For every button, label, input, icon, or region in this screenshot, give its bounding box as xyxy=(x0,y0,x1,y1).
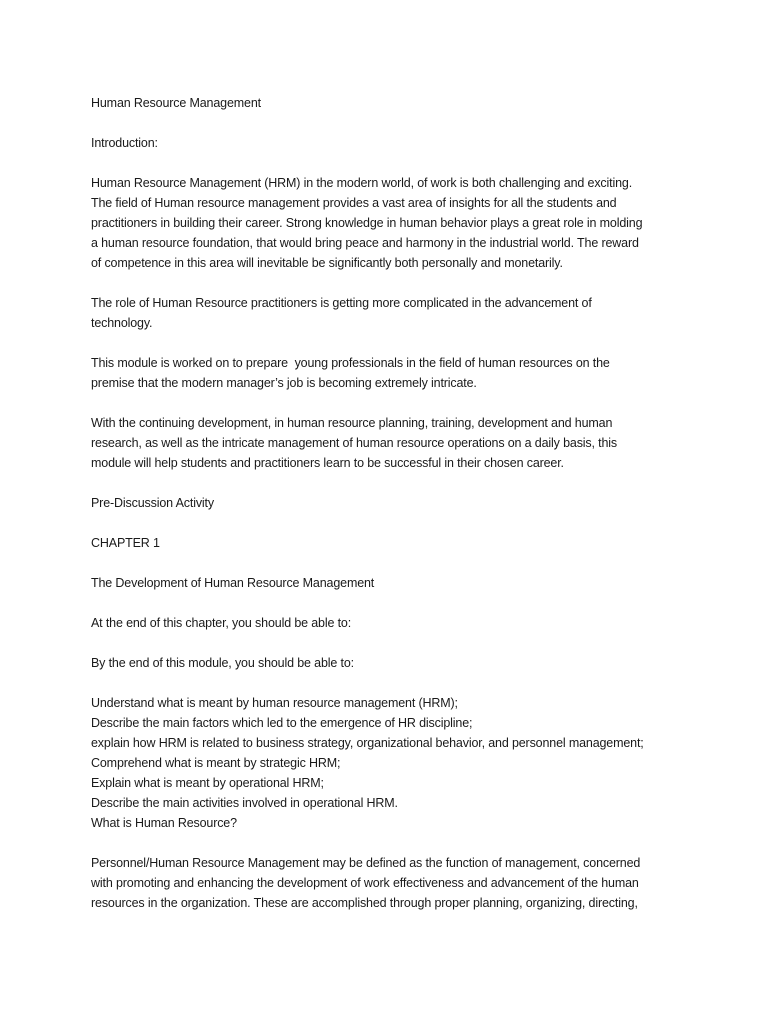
definition-paragraph xyxy=(91,853,691,913)
list-item: explain how HRM is related to business strategy, organizational behavior, and personnel management; xyxy=(91,736,644,750)
text-line: Human Resource Management (HRM) in the modern world, of work is both challenging and exciting. xyxy=(91,176,633,190)
text-line: Personnel/Human Resource Management may be defined as the function of management, concerned xyxy=(91,856,641,870)
list-item: Describe the main factors which led to the emergence of HR discipline; xyxy=(91,716,473,730)
text-line: a human resource foundation, that would bring peace and harmony in the industrial world. The reward xyxy=(91,236,639,250)
text-line: premise that the modern manager’s job is becoming extremely intricate. xyxy=(91,376,477,390)
text-line: with promoting and enhancing the development of work effectiveness and advancement of the human xyxy=(91,876,639,890)
list-item: Describe the main activities involved in operational HRM. xyxy=(91,796,398,810)
text-line: resources in the organization. These are accomplished through proper planning, organizing, directing, xyxy=(91,896,638,910)
list-item: What is Human Resource? xyxy=(91,816,237,830)
chapter-title: The Development of Human Resource Management xyxy=(91,576,375,590)
module-paragraph xyxy=(91,353,691,393)
text-line: module will help students and practitioners learn to be successful in their chosen career. xyxy=(91,456,564,470)
continuing-paragraph xyxy=(91,413,691,473)
text-line: of competence in this area will inevitable be significantly both personally and monetarily. xyxy=(91,256,563,270)
list-item: Understand what is meant by human resource management (HRM); xyxy=(91,696,458,710)
chapter-end-statement: At the end of this chapter, you should be able to: xyxy=(91,616,352,630)
chapter-label: CHAPTER 1 xyxy=(91,536,160,550)
text-line: This module is worked on to prepare young professionals in the field of human resources on the xyxy=(91,356,610,370)
introduction-heading: Introduction: xyxy=(91,136,158,150)
module-end-statement: By the end of this module, you should be able to: xyxy=(91,656,354,670)
text-line: With the continuing development, in human resource planning, training, development and human xyxy=(91,416,613,430)
text-line: The field of Human resource management provides a vast area of insights for all the students and xyxy=(91,196,617,210)
objectives-list xyxy=(91,693,691,833)
text-line: The role of Human Resource practitioners is getting more complicated in the advancement of xyxy=(91,296,592,310)
text-line: research, as well as the intricate management of human resource operations on a daily basis, this xyxy=(91,436,618,450)
text-line: practitioners in building their career. Strong knowledge in human behavior plays a great role in molding xyxy=(91,216,643,230)
pre-discussion-heading: Pre-Discussion Activity xyxy=(91,496,214,510)
document-title: Human Resource Management xyxy=(91,96,261,110)
list-item: Comprehend what is meant by strategic HRM; xyxy=(91,756,341,770)
list-item: Explain what is meant by operational HRM; xyxy=(91,776,324,790)
role-paragraph xyxy=(91,293,691,333)
intro-paragraph xyxy=(91,173,691,273)
text-line: technology. xyxy=(91,316,153,330)
document-body xyxy=(91,93,691,933)
